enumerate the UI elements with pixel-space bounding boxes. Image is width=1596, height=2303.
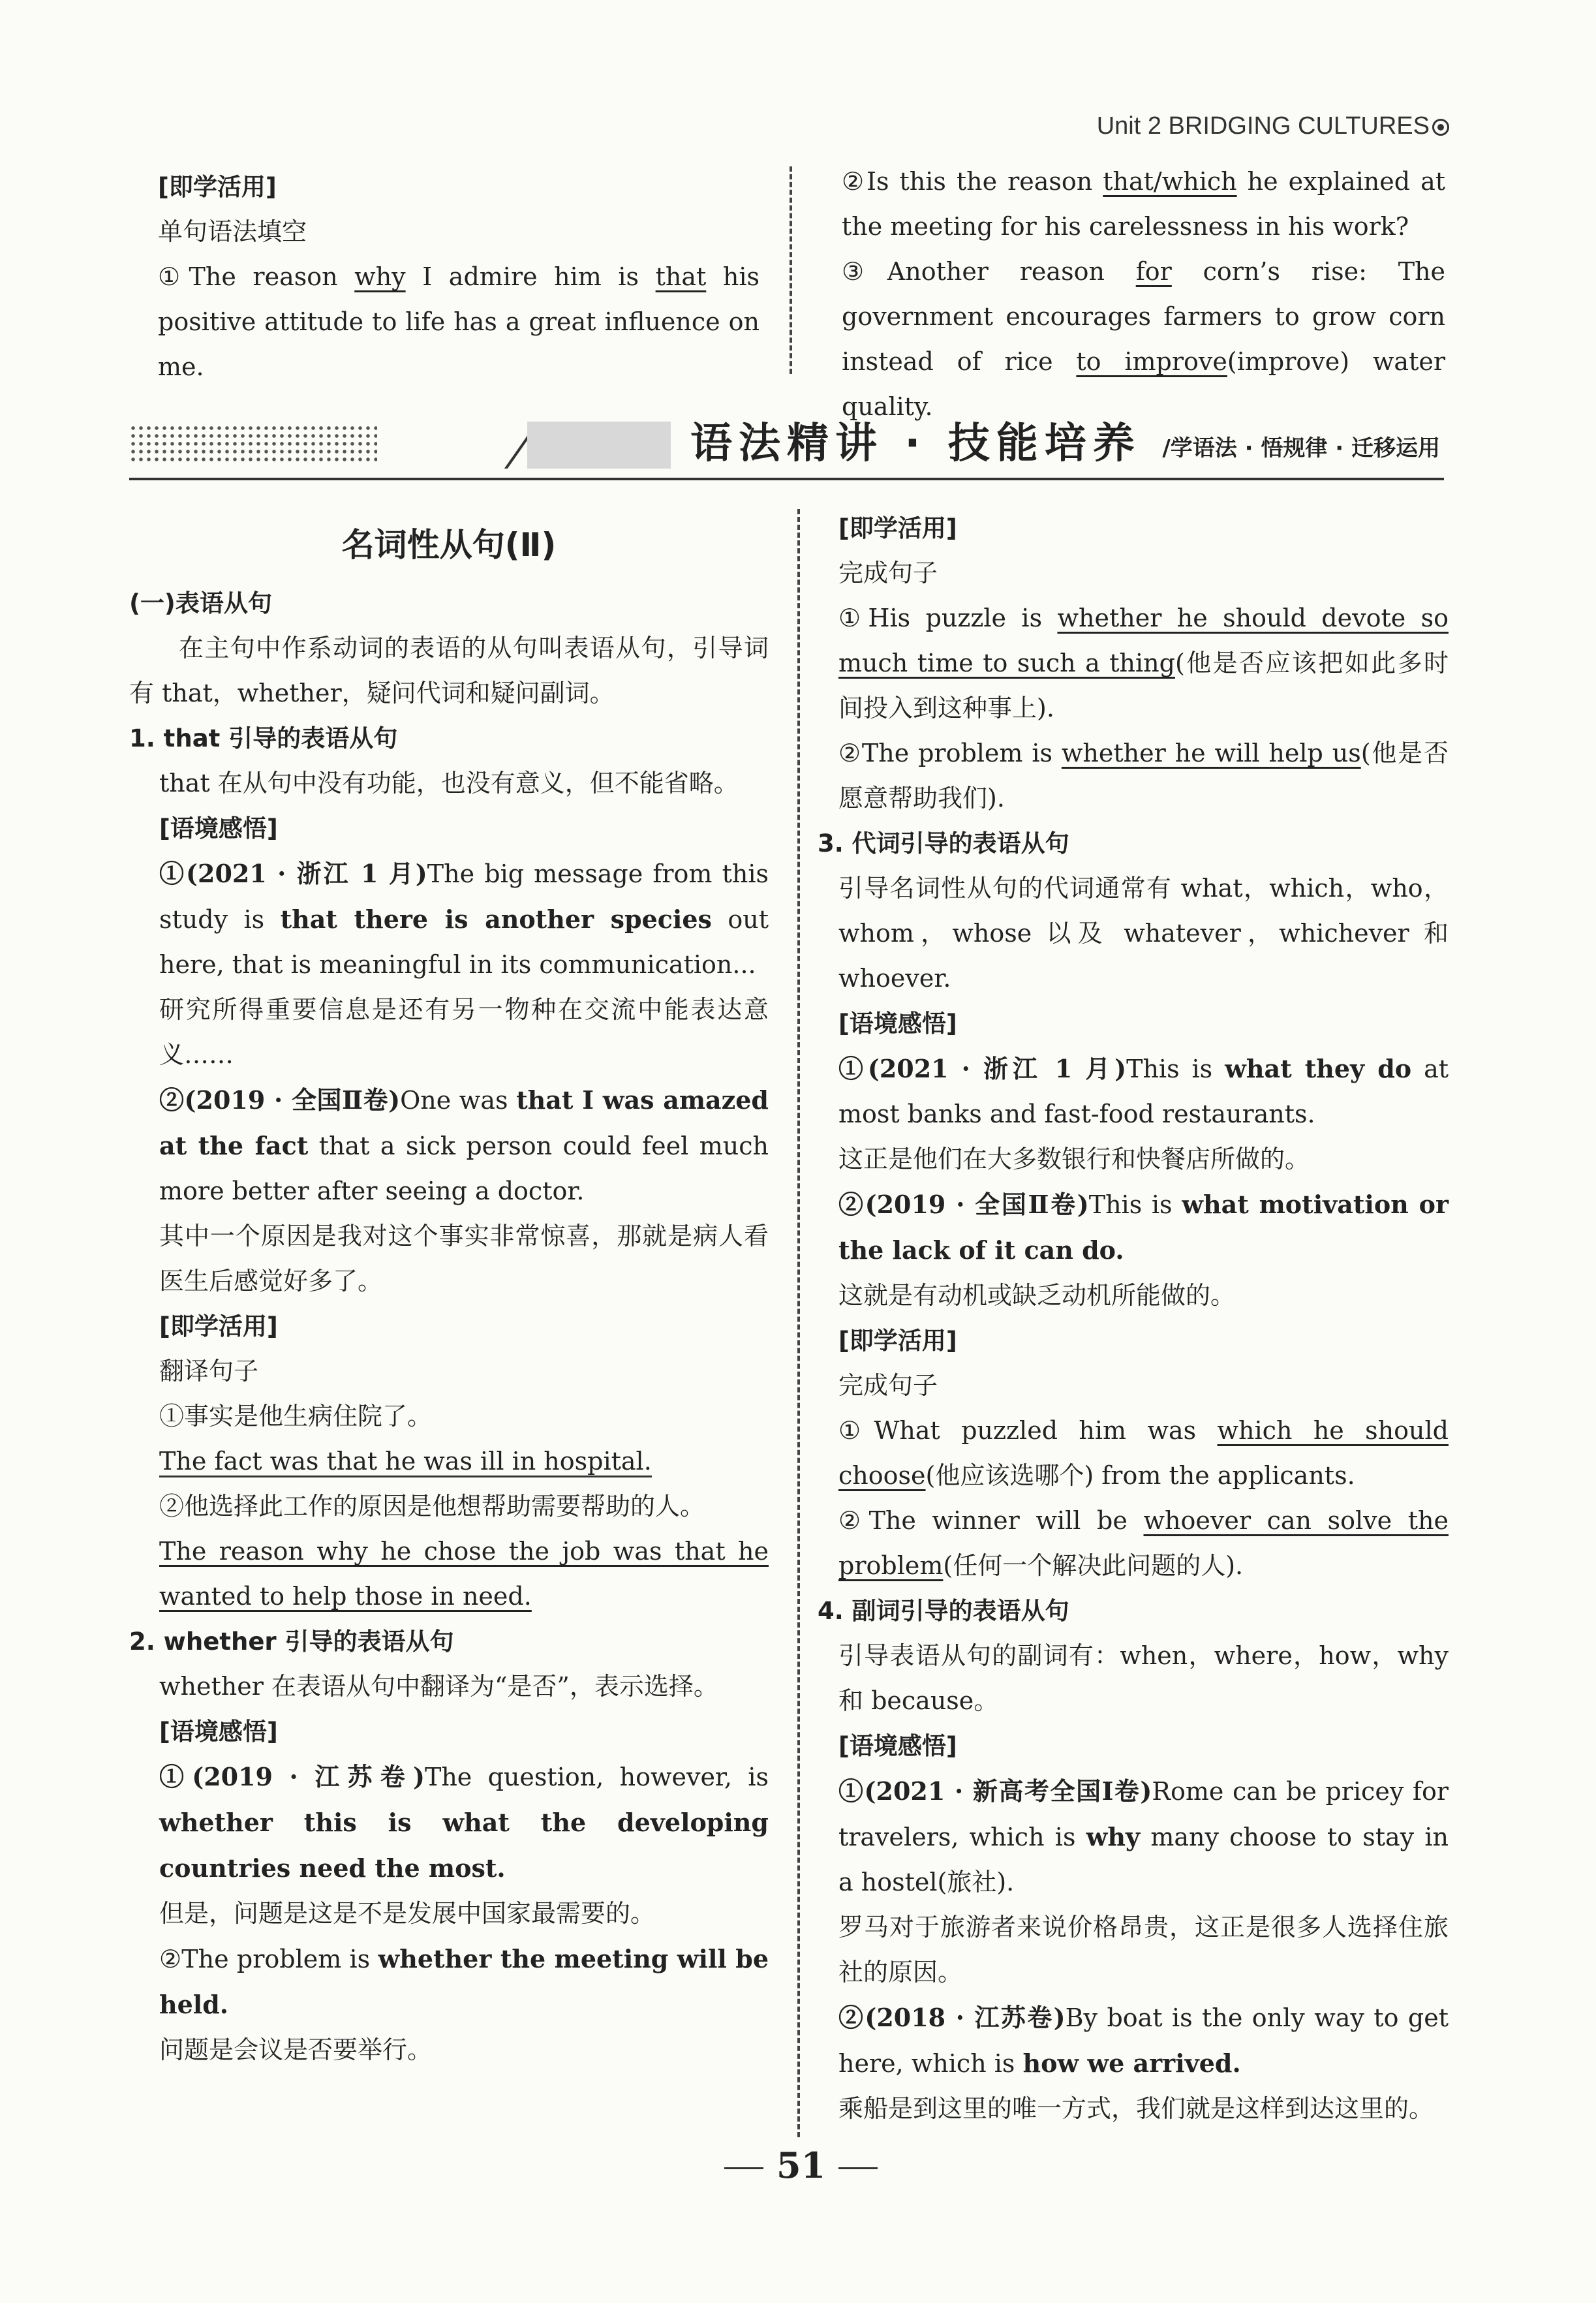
pronoun-example-2: ②(2019 · 全国Ⅱ卷)This is what motivation or the lack of it can do. [838, 1190, 1449, 1265]
apply-tag: [即学活用] [159, 1312, 278, 1340]
right-column [818, 506, 1449, 2131]
heading-4-desc: 引导表语从句的副词有：when，where，how，why 和 because。 [838, 1641, 1449, 1715]
example-2-cn: 其中一个原因是我对这个事实非常惊喜，那就是病人看医生后感觉好多了。 [159, 1222, 769, 1295]
complete-3: ①What puzzled him was which he should choose(他应该选哪个) from the applicants. [838, 1416, 1449, 1490]
column-divider-main [797, 509, 800, 2137]
translate-2-cn: ②他选择此工作的原因是他想帮助需要帮助的人。 [159, 1492, 705, 1521]
answer: to improve [1076, 347, 1227, 376]
apply-tag: [即学活用] [838, 1327, 957, 1355]
whether-example-2-cn: 问题是会议是否要举行。 [159, 2035, 433, 2064]
adverb-example-1: ①(2021 · 新高考全国Ⅰ卷)Rome can be pricey for travelers, which is why many choose to stay in a hostel(旅社). [838, 1776, 1449, 1896]
subsection-heading: (一)表语从句 [129, 589, 272, 617]
context-tag: [语境感悟] [159, 1718, 278, 1746]
exercise-3: ③Another reason for corn’s rise: The government encourages farmers to grow corn instead of rice to improve(improve) water quality. [842, 257, 1445, 421]
answer: whether he will help us [1061, 739, 1361, 767]
whether-example-2: ②The problem is whether the meeting will be held. [159, 1944, 769, 2019]
heading-1-desc: that 在从句中没有功能，也没有意义，但不能省略。 [159, 769, 739, 797]
apply-tag: [即学活用] [158, 173, 277, 201]
page-number: 51 [776, 2144, 826, 2186]
exercise-2: ②Is this the reason that/which he explained at the meeting for his carelessness in his work? [842, 167, 1445, 241]
complete-2: ②The problem is whether he will help us(他是否愿意帮助我们). [838, 739, 1449, 812]
top-left-block [158, 164, 760, 390]
heading-2-desc: whether 在表语从句中翻译为“是否”，表示选择。 [159, 1672, 718, 1701]
whether-example-1-cn: 但是，问题是这是不是发展中国家最需要的。 [159, 1899, 656, 1928]
heading-2: 2. whether 引导的表语从句 [129, 1628, 454, 1656]
section-banner [129, 418, 1444, 480]
banner-subtitle: /学语法 · 悟规律 · 迁移运用 [1162, 435, 1440, 461]
exercise-1: ①The reason why I admire him is that his positive attitude to life has a great influence on me. [158, 262, 760, 381]
example-1-cn: 研究所得重要信息是还有另一物种在交流中能表达意义…… [159, 995, 769, 1069]
column-divider-top [790, 166, 792, 374]
answer: whoever can solve the problem [838, 1506, 1449, 1580]
dash-right [838, 2167, 878, 2169]
page-footer [711, 2142, 891, 2188]
apply-tag: [即学活用] [838, 514, 957, 542]
translate-1-answer: The fact was that he was ill in hospital. [159, 1447, 652, 1477]
translate-2-answer: The reason why he chose the job was that he wanted to help those in need. [159, 1537, 769, 1611]
context-tag: [语境感悟] [159, 814, 278, 842]
heading-4: 4. 副词引导的表语从句 [818, 1597, 1069, 1625]
task-label: 完成句子 [838, 559, 938, 587]
heading-3: 3. 代词引导的表语从句 [818, 829, 1069, 858]
banner-title: 语法精讲 · 技能培养 [690, 420, 1141, 468]
dot-pattern [129, 424, 377, 463]
answer: which he should choose [838, 1416, 1449, 1490]
task-label: 完成句子 [838, 1371, 938, 1400]
target-icon [1432, 119, 1449, 136]
complete-1: ①His puzzle is whether he should devote so much time to such a thing(他是否应该把如此多时间投入到这种事上). [838, 604, 1449, 722]
task-label: 翻译句子 [159, 1357, 259, 1385]
adverb-example-2: ②(2018 · 江苏卷)By boat is the only way to get here, which is how we arrived. [838, 2003, 1449, 2078]
answer: why [354, 262, 406, 291]
top-right-block [842, 159, 1445, 429]
heading-1: 1. that 引导的表语从句 [129, 724, 398, 752]
example-2: ②(2019 · 全国Ⅱ卷)One was that I was amazed at the fact that a sick person could feel much more better after seeing a doctor. [159, 1085, 769, 1205]
context-tag: [语境感悟] [838, 1732, 957, 1760]
adverb-example-2-cn: 乘船是到这里的唯一方式，我们就是这样到达这里的。 [838, 2094, 1434, 2123]
answer: for [1135, 257, 1172, 286]
gray-bar [527, 422, 671, 469]
context-tag: [语境感悟] [838, 1010, 957, 1038]
intro-text: 在主句中作系动词的表语的从句叫表语从句，引导词有 that，whether，疑问代词和疑问副词。 [129, 634, 769, 707]
answer: that/which [1103, 167, 1237, 196]
answer: that [655, 262, 707, 291]
heading-3-desc: 引导名词性从句的代词通常有 what，which，who，whom，whose 以及 whatever，whichever 和 whoever. [838, 874, 1449, 993]
pronoun-example-1-cn: 这正是他们在大多数银行和快餐店所做的。 [838, 1145, 1310, 1173]
adverb-example-1-cn: 罗马对于旅游者来说价格昂贵，这正是很多人选择住旅社的原因。 [838, 1913, 1449, 1986]
unit-title: Unit 2 BRIDGING CULTURES [1096, 112, 1430, 140]
translate-1-cn: ①事实是他生病住院了。 [159, 1402, 433, 1430]
section-title: 名词性从句(Ⅱ) [341, 526, 557, 564]
pronoun-example-2-cn: 这就是有动机或缺乏动机所能做的。 [838, 1281, 1236, 1310]
example-1: ①(2021 · 浙江 1 月)The big message from this study is that there is another species out here, that is meaningful in its communication... [159, 859, 769, 979]
dash-left [724, 2167, 763, 2169]
whether-example-1: ①(2019 · 江苏卷)The question, however, is whether this is what the developing countries need the most. [159, 1762, 769, 1883]
complete-4: ②The winner will be whoever can solve the problem(任何一个解决此问题的人). [838, 1506, 1449, 1580]
unit-header [1097, 110, 1449, 142]
pronoun-example-1: ①(2021 · 浙江 1 月)This is what they do at most banks and fast-food restaurants. [838, 1054, 1449, 1128]
answer: whether he should devote so much time to such a thing [838, 604, 1449, 677]
task-label: 单句语法填空 [158, 217, 307, 246]
left-column [129, 516, 769, 2073]
